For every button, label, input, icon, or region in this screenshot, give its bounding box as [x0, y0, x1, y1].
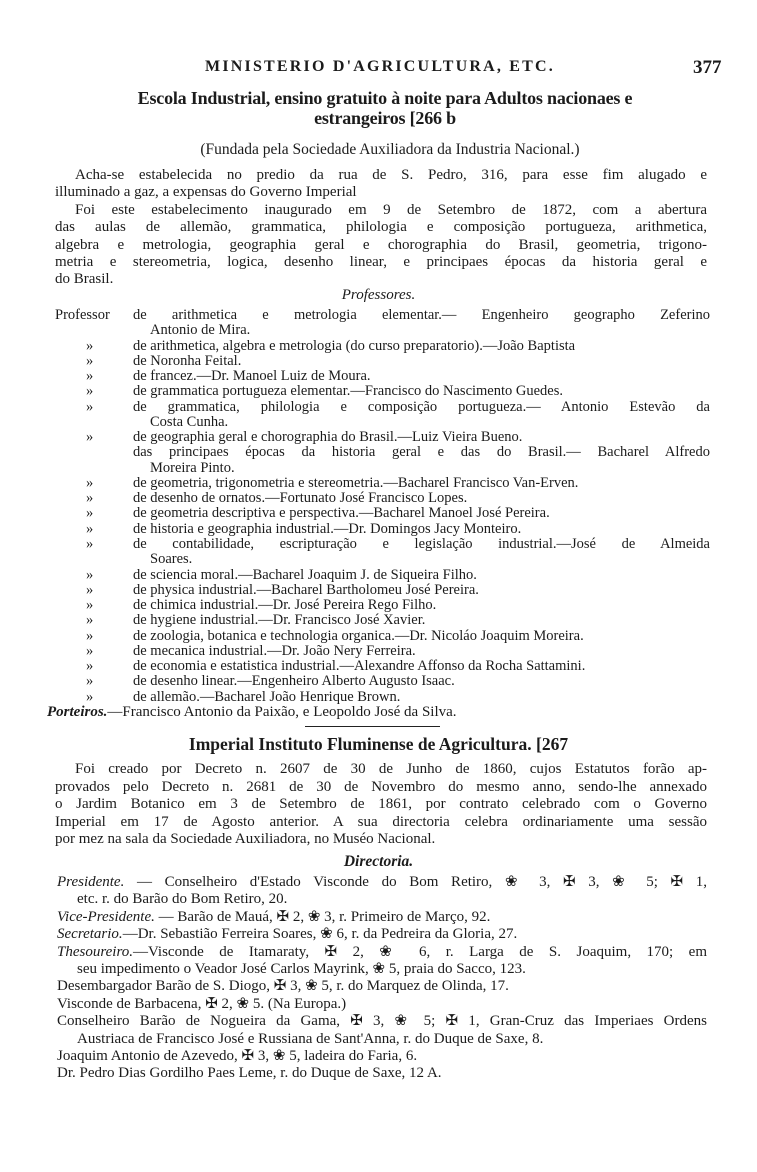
- professor-entry-text: de sciencia moral.—Bacharel Joaquim J. de Siqueira Filho.: [133, 566, 477, 583]
- professor-row: [55, 690, 710, 705]
- ditto-mark: »: [86, 474, 94, 491]
- entry-text: —Dr. Sebastião Ferreira Soares, ❀ 6, r. da Pedreira da Gloria, 27.: [122, 926, 518, 943]
- entry-text: Conselheiro Barão de Nogueira da Gama, ✠ 3, ❀ 5; ✠ 1, Gran-Cruz das Imperiaes Ordens: [57, 1013, 707, 1030]
- professor-row: [55, 506, 710, 521]
- professor-entry-text: de hygiene industrial.—Dr. Francisco José Xavier.: [133, 612, 426, 629]
- ditto-mark: »: [86, 337, 94, 354]
- professor-row: [55, 445, 710, 460]
- professor-row: [55, 491, 710, 506]
- ditto-mark: »: [86, 535, 94, 552]
- professor-entry-text: de geographia geral e chorographia do Brasil.—Luiz Vieira Bueno.: [133, 429, 523, 446]
- ditto-mark: »: [86, 673, 94, 690]
- professor-row: [55, 583, 710, 598]
- title-line: estrangeiros [266 b: [314, 108, 456, 128]
- entry-text: Desembargador Barão de S. Diogo, ✠ 3, ❀ 5, r. do Marquez de Olinda, 17.: [57, 978, 509, 995]
- entry-text: — Barão de Mauá, ✠ 2, ❀ 3, r. Primeiro de Março, 92.: [154, 908, 491, 925]
- entry-text: seu impedimento o Veador José Carlos Mayrink, ❀ 5, praia do Sacco, 123.: [77, 961, 526, 978]
- entry-text: etc. r. do Barão do Bom Retiro, 20.: [77, 891, 288, 908]
- ditto-mark: »: [86, 581, 94, 598]
- professor-entry-text: de desenho linear.—Engenheiro Alberto Augusto Isaac.: [133, 673, 455, 690]
- page-number: 377: [693, 57, 722, 78]
- entry-text: Dr. Pedro Dias Gordilho Paes Leme, r. do Duque de Saxe, 12 A.: [57, 1065, 442, 1082]
- paragraph-line: Foi este estabelecimento inaugurado em 9 de Setembro de 1872, com a abertura: [75, 201, 707, 218]
- ditto-mark: »: [86, 352, 94, 369]
- entry-text: — Conselheiro d'Estado Visconde do Bom Retiro, ❀ 3, ✠ 3, ❀ 5; ✠ 1,: [124, 874, 707, 890]
- section-title-instituto: Imperial Instituto Fluminense de Agricultura. [267: [188, 734, 569, 754]
- professor-row: [55, 461, 710, 476]
- porteiros-label: Porteiros.: [47, 704, 108, 720]
- professor-entry-text: de grammatica portugueza elementar.—Francisco do Nascimento Guedes.: [133, 383, 564, 400]
- ditto-mark: »: [86, 520, 94, 537]
- directoria-heading: Directoria.: [343, 853, 414, 870]
- role-label: Thesoureiro.: [57, 943, 133, 960]
- professor-entry-text: de francez.—Dr. Manoel Luiz de Moura.: [133, 368, 371, 385]
- title-line: Escola Industrial, ensino gratuito à noite para Adultos nacionaes e: [137, 88, 633, 108]
- entry-text: Austriaca de Francisco José e Russiana de Sant'Anna, r. do Duque de Saxe, 8.: [77, 1030, 544, 1047]
- escola-paragraph: [55, 167, 707, 289]
- section-divider: [305, 726, 440, 727]
- ditto-mark: Professor: [55, 307, 110, 323]
- professor-entry-text: de desenho de ornatos.—Fortunato José Francisco Lopes.: [133, 490, 468, 507]
- directoria-entry: [57, 944, 707, 961]
- professor-row: [55, 629, 710, 644]
- paragraph-line: por mez na sala da Sociedade Auxiliadora, no Muséo Nacional.: [55, 831, 436, 847]
- running-header-title: MINISTERIO D'AGRICULTURA, ETC.: [205, 58, 555, 75]
- paragraph-line: Imperial em 17 de Agosto anterior. A sua directoria celebra ordinariamente uma sessão: [55, 813, 707, 830]
- directoria-list: [57, 874, 707, 1083]
- professor-row: [55, 384, 710, 399]
- professor-row: [55, 430, 710, 445]
- ditto-mark: »: [86, 490, 94, 507]
- role-label: Vice-Presidente.: [57, 908, 155, 925]
- professor-entry-text: das principaes épocas da historia geral e das do Brasil.— Bacharel Alfredo: [133, 444, 710, 461]
- professor-row: [55, 537, 710, 552]
- entry-text: —Visconde de Itamaraty, ✠ 2, ❀ 6, r. Larga de S. Joaquim, 170; em: [132, 943, 707, 960]
- professor-row: [55, 308, 710, 323]
- ditto-mark: »: [86, 658, 94, 675]
- professor-entry-text: de geometria descriptiva e perspectiva.—Bacharel Manoel José Pereira.: [133, 505, 550, 522]
- professor-entry-text: de historia e geographia industrial.—Dr. Domingos Jacy Monteiro.: [133, 520, 522, 537]
- instituto-paragraph: [55, 761, 707, 849]
- entry-text: Joaquim Antonio de Azevedo, ✠ 3, ❀ 5, ladeira do Faria, 6.: [57, 1048, 418, 1065]
- ditto-mark: »: [86, 429, 94, 446]
- directoria-entry: [57, 978, 707, 995]
- professor-entry-text: de economia e estatistica industrial.—Alexandre Affonso da Rocha Sattamini.: [133, 658, 586, 675]
- professor-entry-text: de chimica industrial.—Dr. José Pereira Rego Filho.: [133, 597, 437, 614]
- professor-row: [55, 400, 710, 415]
- ditto-mark: »: [86, 566, 94, 583]
- professor-entry-text: de zoologia, botanica e technologia organica.—Dr. Nicoláo Joaquim Moreira.: [133, 627, 584, 644]
- directoria-entry: [57, 874, 707, 891]
- professor-entry-text: de allemão.—Bacharel João Henrique Brown.: [133, 688, 401, 705]
- professor-entry-text: de physica industrial.—Bacharel Bartholomeu José Pereira.: [133, 581, 479, 598]
- ditto-mark: »: [86, 383, 94, 400]
- section-subtitle: (Fundada pela Sociedade Auxiliadora da Industria Nacional.): [200, 141, 580, 158]
- directoria-entry: [62, 961, 707, 978]
- ditto-mark: »: [86, 505, 94, 522]
- directoria-entry: [57, 1013, 707, 1030]
- professor-entry-text: Moreira Pinto.: [150, 459, 235, 476]
- ditto-mark: »: [86, 368, 94, 385]
- directoria-entry: [57, 1065, 707, 1082]
- professor-entry-text: de contabilidade, escripturação e legislação industrial.—José de Almeida: [133, 535, 710, 552]
- directoria-entry: [57, 909, 707, 926]
- paragraph-line: o Jardim Botanico em 3 de Setembro de 1861, por contrato celebrado com o Governo: [55, 796, 707, 812]
- ditto-mark: »: [86, 642, 94, 659]
- porteiros-line: [47, 704, 457, 721]
- paragraph-line: do Brasil.: [55, 271, 114, 288]
- professor-entry-text: Costa Cunha.: [150, 413, 229, 430]
- directoria-entry: [57, 1048, 707, 1065]
- professor-entry-text: de arithmetica e metrologia elementar.— Engenheiro geographo Zeferino: [133, 307, 710, 323]
- paragraph-line: Foi creado por Decreto n. 2607 de 30 de Junho de 1860, cujos Estatutos forão ap-: [75, 761, 707, 777]
- ditto-mark: »: [86, 627, 94, 644]
- professor-row: [55, 476, 710, 491]
- professor-row: [55, 674, 710, 689]
- entry-text: Visconde de Barbacena, ✠ 2, ❀ 5. (Na Europa.): [57, 995, 347, 1012]
- professors-list: [55, 308, 710, 705]
- professor-row: [55, 415, 710, 430]
- professor-row: [55, 522, 710, 537]
- professor-row: [55, 354, 710, 369]
- ditto-mark: »: [86, 612, 94, 629]
- professor-row: [55, 323, 710, 338]
- professor-row: [55, 568, 710, 583]
- paragraph-line: metria e stereometria, logica, desenho linear, e principaes épocas da historia geral e: [55, 254, 707, 271]
- professor-entry-text: de Noronha Feital.: [133, 352, 242, 369]
- directoria-entry: [62, 891, 707, 908]
- professor-row: [55, 613, 710, 628]
- professor-row: [55, 339, 710, 354]
- professor-row: [55, 598, 710, 613]
- role-label: Secretario.: [57, 926, 123, 943]
- ditto-mark: »: [86, 597, 94, 614]
- professor-entry-text: de grammatica, philologia e composição portugueza.— Antonio Estevão da: [133, 398, 710, 415]
- role-label: Presidente.: [57, 874, 125, 890]
- directoria-entry: [57, 996, 707, 1013]
- directoria-entry: [57, 926, 707, 943]
- professor-row: [55, 659, 710, 674]
- professor-entry-text: de geometria, trigonometria e stereometria.—Bacharel Francisco Van-Erven.: [133, 474, 579, 491]
- professor-entry-text: Soares.: [150, 551, 193, 568]
- paragraph-line: das aulas de allemão, grammatica, philologia e composição portugueza, arithmetica,: [55, 219, 707, 236]
- paragraph-line: provados pelo Decreto n. 2681 de 30 de Novembro do mesmo anno, sendo-lhe annexado: [55, 778, 707, 795]
- directoria-entry: [62, 1031, 707, 1048]
- ditto-mark: »: [86, 398, 94, 415]
- professor-entry-text: de arithmetica, algebra e metrologia (do curso preparatorio).—João Baptista: [133, 337, 576, 354]
- professor-row: [55, 369, 710, 384]
- professor-row: [55, 552, 710, 567]
- paragraph-line: algebra e metrologia, geographia geral e chorographia do Brasil, geometria, trigono-: [55, 236, 707, 253]
- paragraph-line: illuminado a gaz, a expensas do Governo Imperial: [55, 184, 357, 201]
- professors-heading: Professores.: [341, 287, 416, 303]
- professor-entry-text: Antonio de Mira.: [150, 322, 251, 339]
- ditto-mark: »: [86, 688, 94, 705]
- professor-row: [55, 644, 710, 659]
- professor-entry-text: de mecanica industrial.—Dr. João Nery Ferreira.: [133, 642, 416, 659]
- section-title-escola-industrial: [80, 88, 690, 128]
- porteiros-text: —Francisco Antonio da Paixão, e Leopoldo José da Silva.: [107, 704, 457, 720]
- paragraph-line: Acha-se estabelecida no predio da rua de S. Pedro, 316, para esse fim alugado e: [75, 167, 707, 183]
